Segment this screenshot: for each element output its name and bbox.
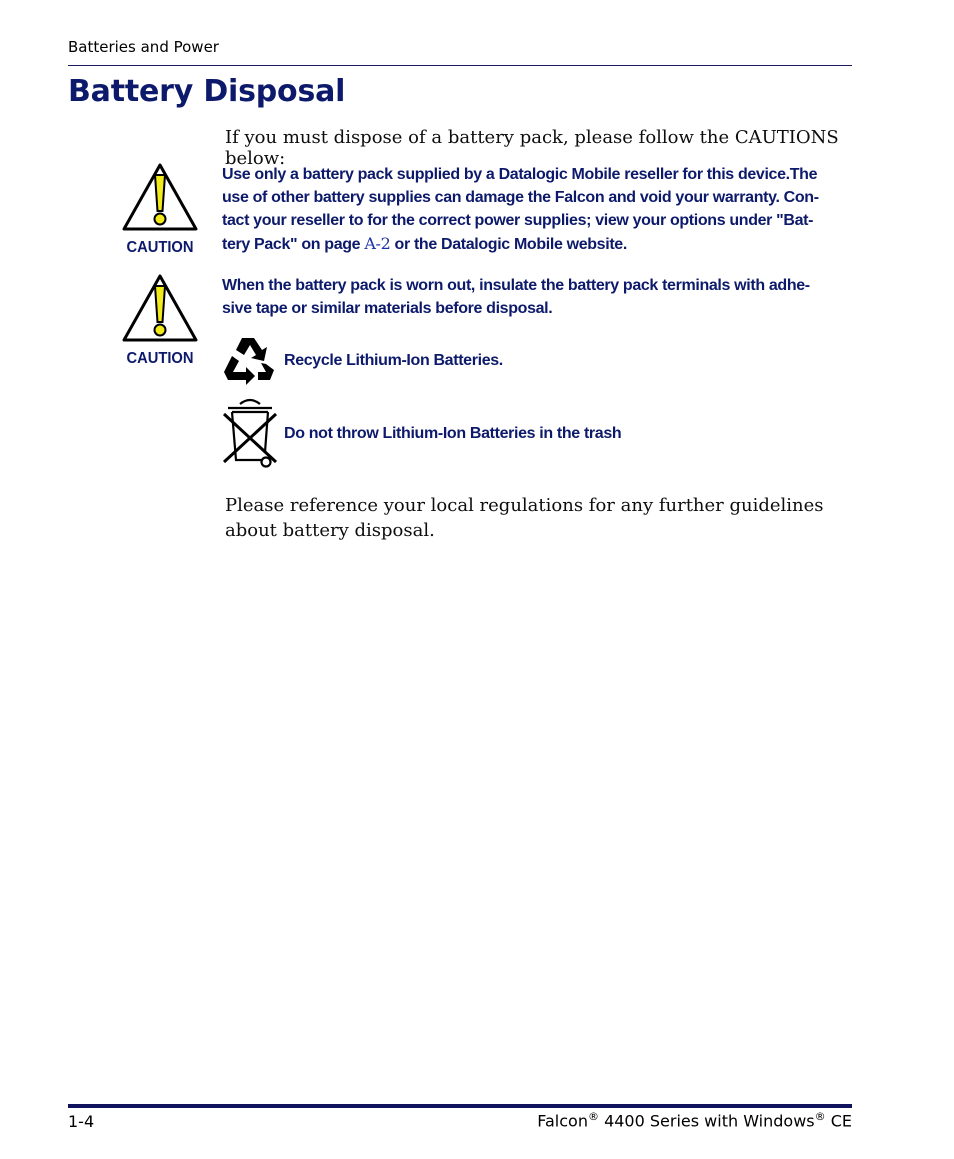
caution-text-1 (222, 163, 832, 256)
no-trash-note (222, 396, 621, 472)
warning-triangle-icon (120, 161, 200, 233)
footer-product-part: 4400 Series with Windows (598, 1111, 815, 1131)
page-number: 1-4 (68, 1112, 95, 1131)
page-reference-link[interactable]: A-2 (364, 234, 391, 253)
footer-product-part: Falcon (537, 1111, 588, 1131)
header-rule (68, 65, 852, 66)
recycle-note (222, 334, 503, 388)
caution-text-part: or the Datalogic Mobile website. (394, 236, 627, 253)
caution-text-part: Use only a battery pack supplied by a Datalogic Mobile reseller for this device.The use of other battery supplies can damage the Falcon and void your warranty. Con-tact your reseller to for the correct power supplies; view your options under "Bat-tery Pack" on page (222, 166, 819, 253)
registered-mark: ® (814, 1110, 826, 1123)
intro-paragraph: If you must dispose of a battery pack, please follow the CAUTIONS below: (225, 127, 839, 169)
footer-product-title (537, 1110, 852, 1130)
recycle-note-text: Recycle Lithium-Ion Batteries. (284, 352, 503, 369)
page-title: Battery Disposal (68, 74, 346, 109)
caution-block-2 (120, 272, 200, 368)
caution-label: CAUTION (126, 239, 194, 256)
caution-block-1 (120, 161, 200, 257)
caution-label: CAUTION (126, 350, 194, 367)
recycle-icon (222, 334, 278, 388)
caution-text-2: When the battery pack is worn out, insulate the battery pack terminals with adhe-sive tape or similar materials before disposal. (222, 277, 810, 317)
running-header: Batteries and Power (68, 38, 219, 56)
footer-rule (68, 1104, 852, 1108)
no-trash-note-text: Do not throw Lithium-Ion Batteries in the trash (284, 425, 622, 442)
crossed-bin-icon (222, 396, 278, 472)
registered-mark: ® (587, 1110, 599, 1123)
warning-triangle-icon (120, 272, 200, 344)
closing-paragraph: Please reference your local regulations for any further guidelines about battery disposal. (225, 495, 824, 541)
footer-product-part: CE (825, 1111, 852, 1131)
